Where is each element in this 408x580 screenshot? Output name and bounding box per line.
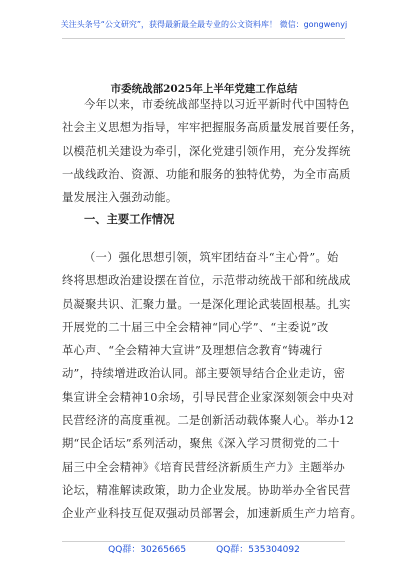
paragraph-line: 开展党的二十届三中全会精神“同心学”、“主委说”改: [62, 320, 329, 334]
paragraph-line: 以模范机关建设为牵引，深化党建引领作用，充分发挥统: [62, 144, 351, 158]
footer-qq-group-1: QQ群：30265665: [108, 545, 187, 555]
section-heading: 一、主要工作情况: [84, 212, 175, 226]
paragraph-line: 届三中全会精神》《培育民营经济新质生产力》主题举办: [62, 460, 346, 474]
paragraph-line: 今年以来，市委统战部坚持以习近平新时代中国特色: [84, 98, 350, 111]
header-banner: 关注头条号“公文研究”，获得最新最全最专业的公文资料库！ 微信：gongwenyj: [60, 20, 348, 29]
paragraph-line: 民营经济的高度重视。二是创新活动载体聚人心。举办12: [62, 414, 355, 428]
paragraph-line: 企业产业科技互促双强动员部署会，加速新质生产力培育。: [62, 507, 363, 521]
paragraph-line: 社会主义思想为指导，牢牢把握服务高质量发展首要任务，: [62, 121, 363, 135]
paragraph-line: 论坛，精准解读政策，助力企业发展。协助举办全省民营: [62, 483, 351, 497]
paragraph-line: 员凝聚共识、汇聚力量。一是深化理论武装固根基。扎实: [62, 297, 351, 311]
footer-divider: [62, 541, 345, 542]
paragraph-line: 终将思想政治建设摆在首位，示范带动统战干部和统战成: [62, 274, 351, 288]
paragraph-line: 集宣讲全会精神10余场，引导民营企业家深刻领会中央对: [62, 390, 355, 404]
footer: [0, 543, 408, 557]
paragraph-line: 动”，持续增进政治认同。部主要领导结合企业走访，密: [62, 367, 346, 381]
paragraph-line: 量发展注入强劲动能。: [62, 191, 178, 205]
paragraph-line: 一战线政治、资源、功能和服务的独特优势，为全市高质: [62, 167, 351, 181]
intro-paragraph: [62, 93, 363, 209]
paragraph-line: 期“民企话坛”系列活动，聚焦《深入学习贯彻党的二十: [62, 437, 340, 451]
paragraph-line: 革心声、“全会精神大宣讲”及理想信念教育“铸魂行: [62, 344, 323, 358]
document-title: 市委统战部2025年上半年党建工作总结: [110, 83, 298, 95]
body-paragraph: [62, 246, 363, 526]
paragraph-line: （一）强化思想引领，筑牢团结奋斗“主心骨”。始: [84, 251, 339, 264]
header-divider: [62, 38, 345, 39]
footer-qq-group-2: QQ群：535304092: [216, 545, 300, 555]
